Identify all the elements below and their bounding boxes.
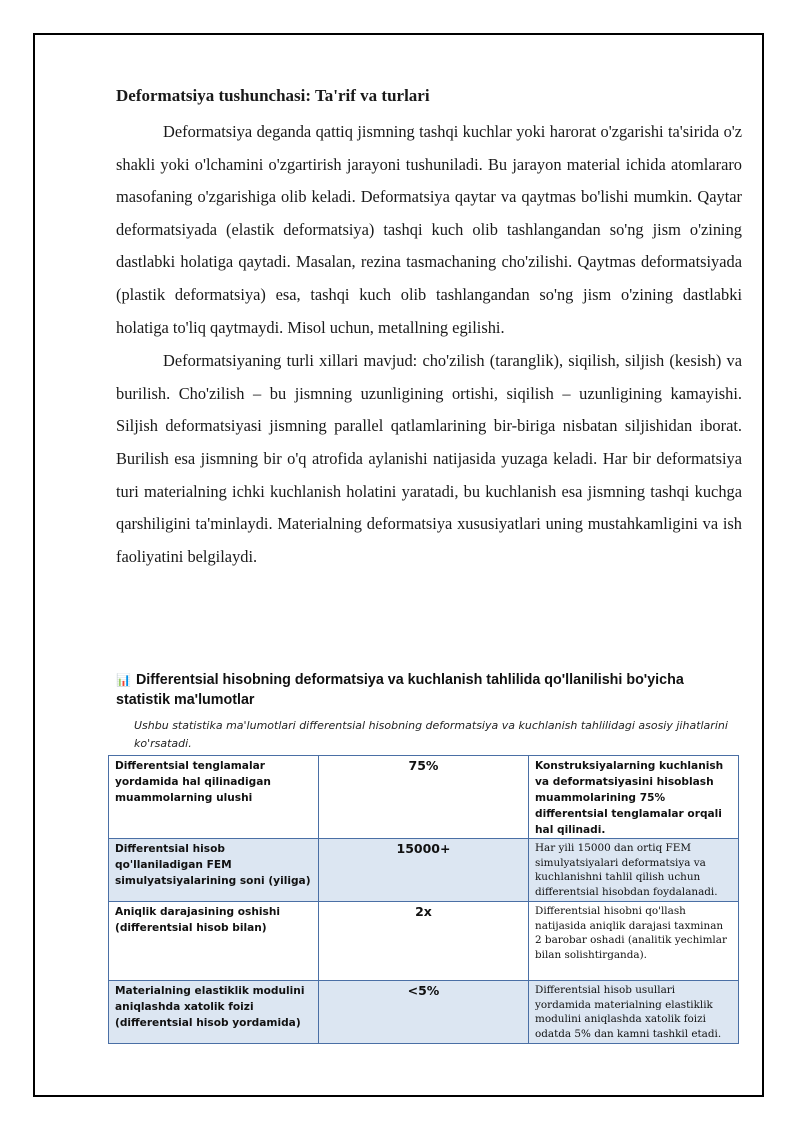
bar-chart-icon: 📊 xyxy=(116,673,131,687)
row-value: 2x xyxy=(319,902,529,981)
row-note: Har yili 15000 dan ortiq FEM simulyatsiyalari deformatsiya va kuchlanishni tahlil qilish uchun differentsial hisobdan foydalanadi. xyxy=(529,839,739,902)
row-note: Differentsial hisob usullari yordamida materialning elastiklik modulini aniqlashda xatolik foizi odatda 5% dan kamni tashkil etadi. xyxy=(529,981,739,1044)
row-label: Aniqlik darajasining oshishi (differentsial hisob bilan) xyxy=(109,902,319,981)
table-row xyxy=(109,981,739,1044)
statistics-title xyxy=(116,670,716,710)
row-note: Konstruksiyalarning kuchlanish va deformatsiyasini hisoblash muammolarining 75% differentsial tenglamalar orqali hal qilinadi. xyxy=(529,756,739,839)
paragraph-types: Deformatsiyaning turli xillari mavjud: cho'zilish (taranglik), siqilish, siljish (kesish) va burilish. Cho'zilish – bu jismning uzunligining ortishi, siqilish – uzunligining kamayishi. Siljish deformatsiyasi jismning parallel qatlamlarining bir-biriga nisbatan siljishidan iborat. Burilish esa jismning bir o'q atrofida aylanishi natijasida yuzaga keladi. Har bir deformatsiya turi materialning ichki kuchlanish holatini yaratadi, bu kuchlanish esa jismning tashqi kuchga qarshiligini ta'minlaydi. Materialning deformatsiya xususiyatlari uning mustahkamligini va ish faoliyatini belgilaydi. xyxy=(116,351,742,566)
row-label: Differentsial hisob qo'llaniladigan FEM simulyatsiyalarining soni (yiliga) xyxy=(109,839,319,902)
table-row xyxy=(109,839,739,902)
row-label: Differentsial tenglamalar yordamida hal qilinadigan muammolarning ulushi xyxy=(109,756,319,839)
statistics-description: Ushbu statistika ma'lumotlari differentsial hisobning deformatsiya va kuchlanish tahlilidagi asosiy jihatlarini ko'rsatadi. xyxy=(134,719,728,750)
row-value: 75% xyxy=(319,756,529,839)
row-value: 15000+ xyxy=(319,839,529,902)
row-label: Materialning elastiklik modulini aniqlashda xatolik foizi (differentsial hisob yordamida) xyxy=(109,981,319,1044)
table-row xyxy=(109,756,739,839)
statistics-title-text: Differentsial hisobning deformatsiya va kuchlanish tahlilida qo'llanilishi bo'yicha statistik ma'lumotlar xyxy=(116,672,684,708)
row-note: Differentsial hisobni qo'llash natijasida aniqlik darajasi taxminan 2 barobar oshadi (analitik yechimlar bilan solishtirganda). xyxy=(529,902,739,981)
table-row xyxy=(109,902,739,981)
statistics-section xyxy=(108,670,738,1044)
section-heading: Deformatsiya tushunchasi: Ta'rif va turlari xyxy=(116,86,430,105)
paragraph-definition: Deformatsiya deganda qattiq jismning tashqi kuchlar yoki harorat o'zgarishi ta'sirida o'z shakli yoki o'lchamini o'zgartirish jarayoni tushuniladi. Bu jarayon material ichida atomlararo masofaning o'zgarishiga olib keladi. Deformatsiya qaytar va qaytmas bo'lishi mumkin. Qaytar deformatsiyada (elastik deformatsiya) tashqi kuch olib tashlangandan so'ng jism o'zining dastlabki holatiga qaytadi. Masalan, rezina tasmachaning cho'zilishi. Qaytmas deformatsiyada (plastik deformatsiya) esa, tashqi kuch olib tashlangandan so'ng jism o'zining dastlabki holatiga to'liq qaytmaydi. Misol uchun, metallning egilishi. xyxy=(116,122,742,337)
row-value: <5% xyxy=(319,981,529,1044)
document-body xyxy=(116,84,742,574)
statistics-table xyxy=(108,755,739,1044)
